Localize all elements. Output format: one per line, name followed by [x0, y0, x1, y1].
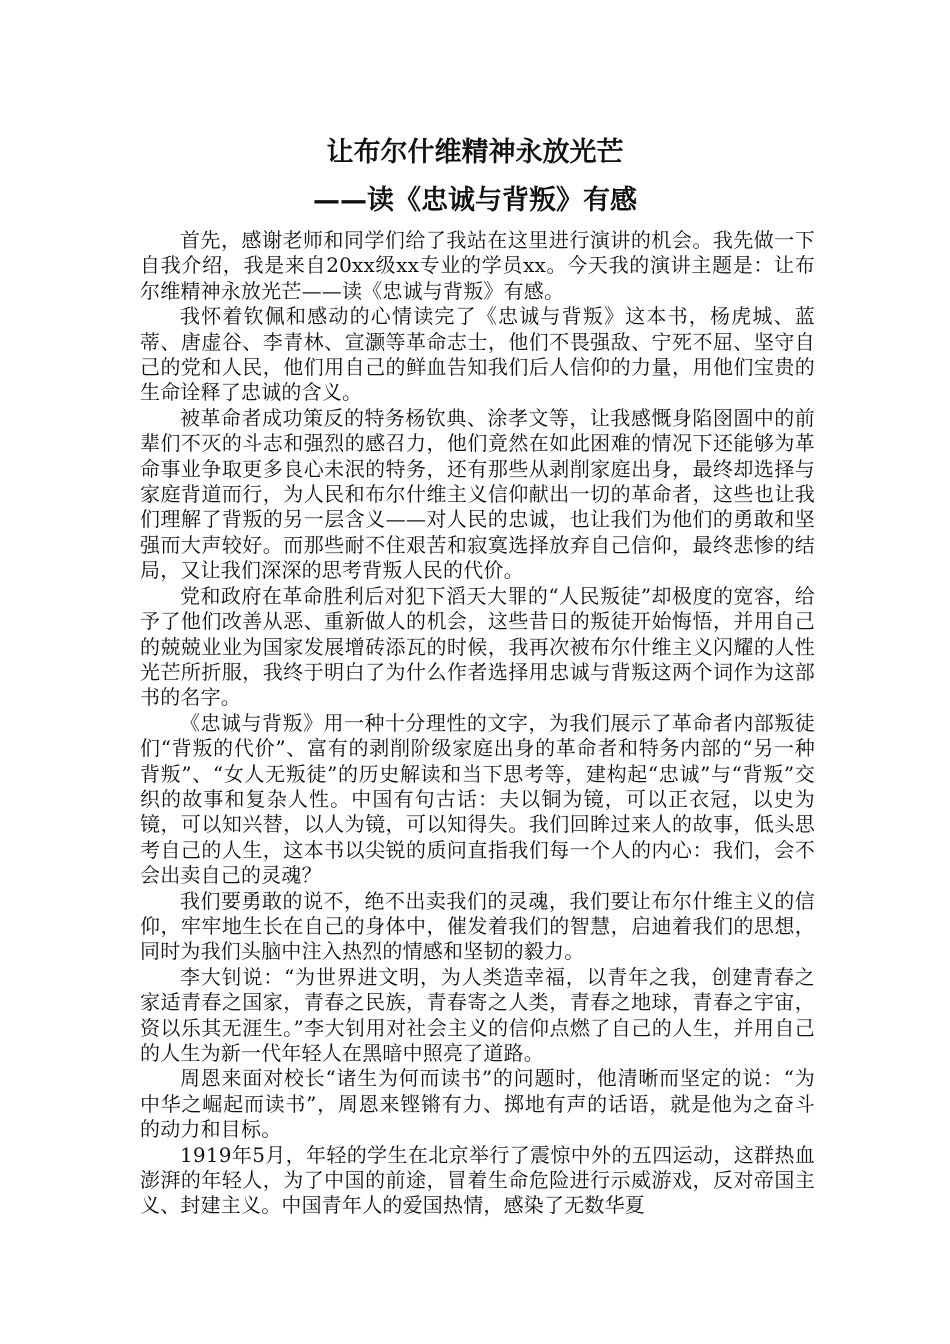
- paragraph-intro: 首先，感谢老师和同学们给了我站在这里进行演讲的机会。我先做一下自我介绍，我是来自20xx级xx专业的学员xx。今天我的演讲主题是：让布尔维精神永放光芒——读《忠诚与背叛》有感。: [140, 228, 815, 303]
- paragraph-leniency: 党和政府在革命胜利后对犯下滔天大罪的“人民叛徒”却极度的宽容，给予了他们改善从恶、重新做人的机会，这些昔日的叛徒开始悔悟，并用自己的兢兢业业为国家发展增砖添瓦的时候，我再次被布尔什维主义闪耀的人性光芒所折服，我终于明白了为什么作者选择用忠诚与背叛这两个词作为这部书的名字。: [140, 583, 815, 710]
- document-title: 让布尔什维精神永放光芒: [326, 137, 624, 168]
- paragraph-book-analysis: 《忠诚与背叛》用一种十分理性的文字，为我们展示了革命者内部叛徒们“背叛的代价”、富有的剥削阶级家庭出身的革命者和特务内部的“另一种背叛”、“女人无叛徒”的历史解读和当下思考等，建构起“忠诚”与“背叛”交织的故事和复杂人性。中国有句古话：夫以铜为镜，可以正衣冠，以史为镜，可以知兴替，以人为镜，可以知得失。我们回眸过来人的故事，低头思考自己的人生，这本书以尖锐的质问直指我们每一个人的内心：我们，会不会出卖自己的灵魂？: [140, 710, 815, 888]
- paragraph-may-fourth: 1919年5月，年轻的学生在北京举行了震惊中外的五四运动，这群热血澎湃的年轻人，为了中国的前途，冒着生命危险进行示威游戏，反对帝国主义、封建主义。中国青年人的爱国热情，感染了无数华夏: [140, 1142, 815, 1218]
- document-body: [140, 228, 815, 1219]
- paragraph-revolutionaries: 我怀着钦佩和感动的心情读完了《忠诚与背叛》这本书，杨虎城、蓝蒂、唐虚谷、李青林、宣灏等革命志士，他们不畏强敌、宁死不屈、坚守自己的党和人民，他们用自己的鲜血告知我们后人信仰的力量，用他们宝贵的生命诠释了忠诚的含义。: [140, 304, 815, 405]
- document-subtitle: ——读《忠诚与背叛》有感: [313, 185, 637, 216]
- paragraph-defected-agents: 被革命者成功策反的特务杨钦典、涂孝文等，让我感慨身陷囹圄中的前辈们不灭的斗志和强烈的感召力，他们竟然在如此困难的情况下还能够为革命事业争取更多良心未泯的特务，还有那些从剥削家庭出身，最终却选择与家庭背道而行，为人民和布尔什维主义信仰献出一切的革命者，这些也让我们理解了背叛的另一层含义——对人民的忠诚，也让我们为他们的勇敢和坚强而大声较好。而那些耐不住艰苦和寂寞选择放弃自己信仰，最终悲惨的结局，又让我们深深的思考背叛人民的代价。: [140, 405, 815, 583]
- paragraph-zhou-enlai: 周恩来面对校长“诸生为何而读书”的问题时，他清晰而坚定的说：“为中华之崛起而读书”，周恩来铿锵有力、掷地有声的话语，就是他为之奋斗的动力和目标。: [140, 1066, 815, 1142]
- paragraph-li-dazhao: 李大钊说：“为世界进文明，为人类造幸福，以青年之我，创建青春之家适青春之国家，青春之民族，青春寄之人类，青春之地球，青春之宇宙，资以乐其无涯生。”李大钊用对社会主义的信仰点燃了自己的人生，并用自己的人生为新一代年轻人在黑暗中照亮了道路。: [140, 964, 815, 1065]
- paragraph-never-sell-soul: 我们要勇敢的说不，绝不出卖我们的灵魂，我们要让布尔什维主义的信仰，牢牢地生长在自己的身体中，催发着我们的智慧，启迪着我们的思想，同时为我们头脑中注入热烈的情感和坚韧的毅力。: [140, 888, 815, 964]
